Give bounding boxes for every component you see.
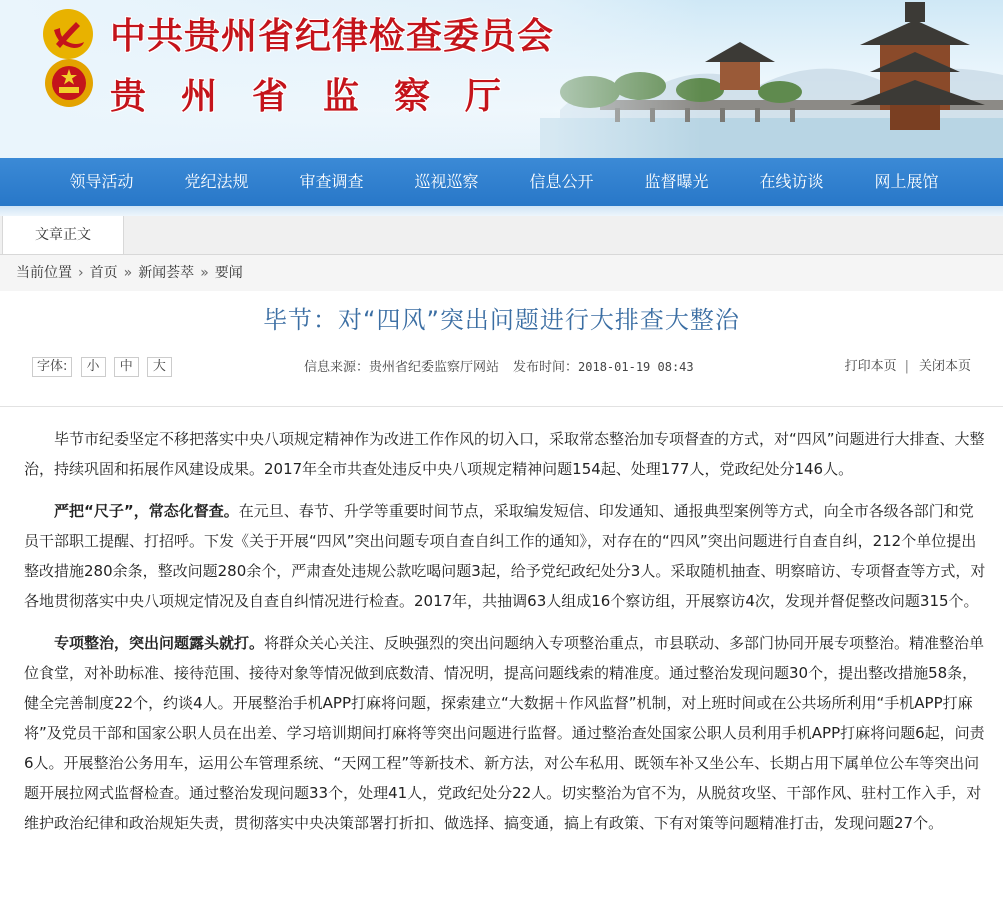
nav-item-online-exhibition[interactable]: 网上展馆 — [874, 172, 939, 191]
breadcrumb-news[interactable]: 新闻荟萃 — [138, 265, 195, 281]
nav-item-online-interview[interactable]: 在线访谈 — [759, 172, 824, 191]
paragraph-text: 将群众关心关注、反映强烈的突出问题纳入专项整治重点，市县联动、多部门协同开展专项整治。精准整治单位食堂，对补助标准、接待范围、接待对象等情况做到底数清、情况明，提高问题线索的精准度。通过整治发现问题30个，提出整改措施58条，健全完善制度22个，约谈4人。开展整治手机APP打麻将问题，探索建立“大数据＋作风监督”机制，对上班时间或在公共场所利用“手机APP打麻将”及党员干部和国家公职人员在出差、学习培训期间打麻将等突出问题进行监督。通过整治查处国家公职人员利用手机APP打麻将问题6起，问责6人。开展整治公务用车，运用公车管理系统、“天网工程”等新技术、新方法，对公车私用、既领车补又坐公车、长期占用下属单位公车等突出问题开展拉网式监督检查。通过整治发现问题33个，处理41人，党政纪处分22人。切实整治为官不为，从脱贫攻坚、干部作风、驻村工作入手，对维护政治纪律和政治规矩失责，贯彻落实中央决策部署打折扣、做选择、搞变通，搞上有政策、下有对策等问题精准打击，发现问题27个。 — [24, 634, 985, 832]
page-actions — [845, 352, 971, 382]
font-size-control — [32, 352, 176, 382]
breadcrumb-separator: » — [200, 265, 209, 281]
publish-time: 2018-01-19 08:43 — [578, 360, 694, 374]
article-paragraph — [24, 424, 986, 484]
breadcrumb-label: 当前位置 — [16, 265, 72, 281]
publish-time-label: 发布时间： — [513, 360, 579, 375]
paragraph-lead: 严把“尺子”，常态化督查。 — [54, 502, 239, 520]
font-medium-button[interactable]: 中 — [114, 357, 139, 377]
tab-strip — [0, 216, 1003, 255]
breadcrumb-home[interactable]: 首页 — [89, 265, 118, 281]
article-paragraph — [24, 628, 986, 838]
national-emblem-icon — [44, 58, 94, 108]
header-divider — [0, 406, 1003, 407]
nav-item-investigation[interactable]: 审查调查 — [299, 172, 364, 191]
nav-item-regulations[interactable]: 党纪法规 — [184, 172, 249, 191]
print-page-link[interactable]: 打印本页 — [844, 359, 897, 374]
nav-shadow — [0, 206, 1003, 216]
nav-item-info-disclosure[interactable]: 信息公开 — [529, 172, 594, 191]
breadcrumb-separator: » — [123, 265, 133, 281]
party-emblem-icon — [42, 8, 94, 60]
breadcrumb — [0, 255, 1003, 291]
breadcrumb-headlines[interactable]: 要闻 — [214, 265, 243, 281]
site-banner — [0, 0, 1003, 158]
main-nav — [0, 158, 1003, 206]
nav-item-leadership[interactable]: 领导活动 — [69, 172, 134, 191]
font-large-button[interactable]: 大 — [147, 357, 172, 377]
paragraph-text: 毕节市纪委坚定不移把落实中央八项规定精神作为改进工作作风的切入口，采取常态整治加专项督查的方式，对“四风”问题进行大排查、大整治，持续巩固和拓展作风建设成果。2017年全市共查处违反中央八项规定精神问题154起、处理177人，党政纪处分146人。 — [24, 430, 985, 478]
article-info — [304, 352, 694, 383]
paragraph-text: 在元旦、春节、升学等重要时间节点，采取编发短信、印发通知、通报典型案例等方式，向全市各级各部门和党员干部职工提醒、打招呼。下发《关于开展“四风”突出问题专项自查自纠工作的通知》，对存在的“四风”突出问题进行自查自纠，212个单位提出整改措施280余条，整改问题280余个，严肃查处违规公款吃喝问题3起，给予党纪政纪处分3人。采取随机抽查、明察暗访、专项督查等方式，对各地贯彻落实中央八项规定情况及自查自纠情况进行检查。2017年，共抽调63人组成16个察访组，开展察访4次，发现并督促整改问题315个。 — [24, 502, 986, 610]
article-meta — [0, 352, 1003, 382]
font-size-label: 字体: — [32, 357, 72, 377]
paragraph-lead: 专项整治，突出问题露头就打。 — [54, 634, 265, 652]
nav-item-inspection[interactable]: 巡视巡察 — [414, 172, 479, 191]
breadcrumb-separator: › — [78, 265, 84, 281]
article-paragraph — [24, 496, 986, 616]
article-title: 毕节：对“四风”突出问题进行大排查大整治 — [263, 306, 740, 334]
font-small-button[interactable]: 小 — [81, 357, 106, 377]
tab-article-body[interactable]: 文章正文 — [2, 216, 124, 254]
org-subtitle: 贵州省监察厅 — [110, 76, 537, 117]
org-title: 中共贵州省纪律检查委员会 — [110, 16, 555, 57]
close-page-link[interactable]: 关闭本页 — [918, 359, 971, 374]
nav-item-exposure[interactable]: 监督曝光 — [644, 172, 709, 191]
article-body — [24, 424, 986, 850]
article-source: 信息来源：贵州省纪委监察厅网站 — [304, 360, 500, 375]
action-divider: | — [904, 359, 909, 374]
